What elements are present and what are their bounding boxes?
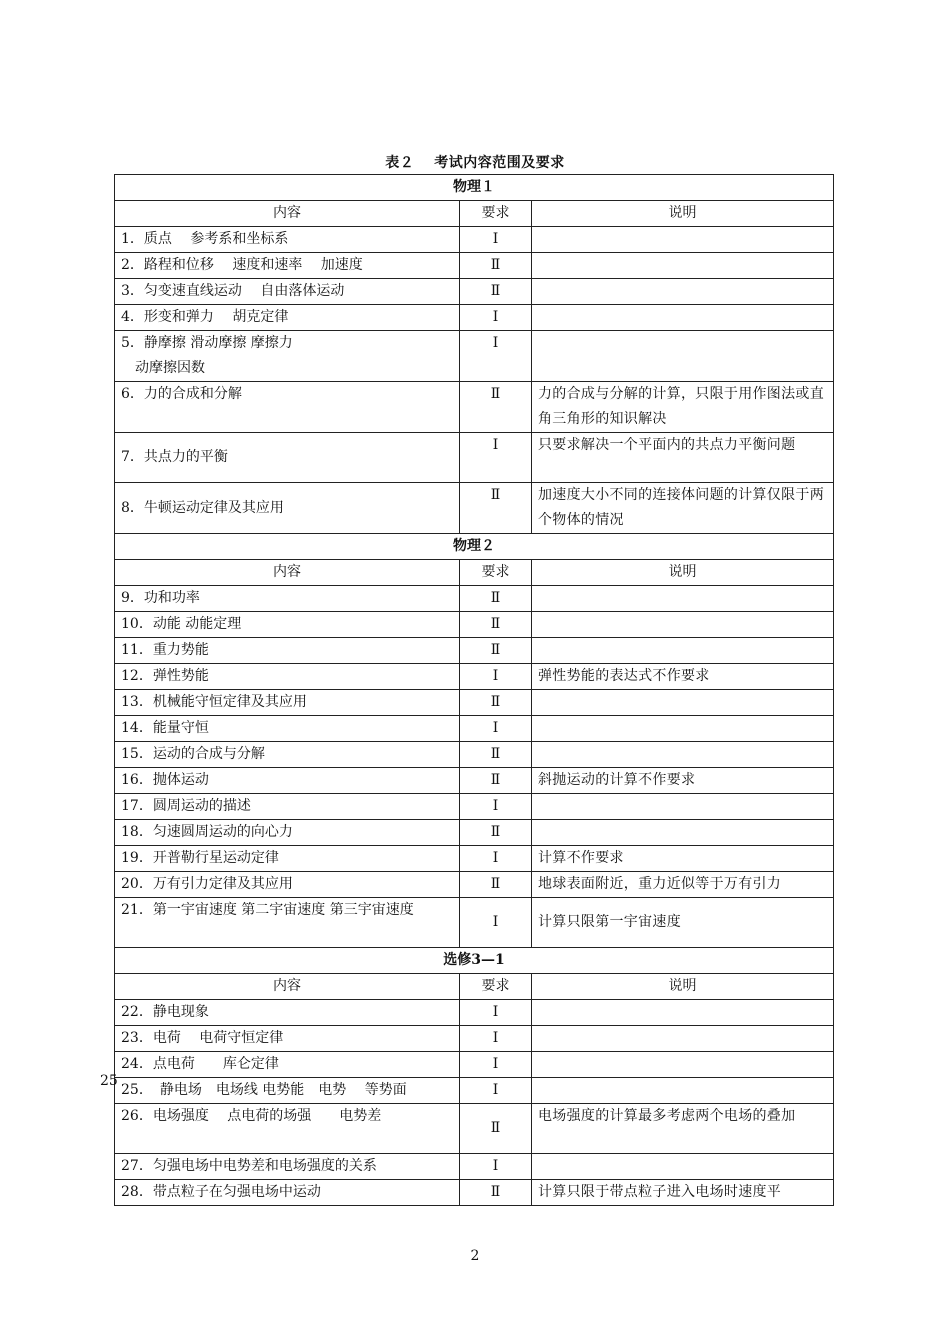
content-cell: 23．电荷 电荷守恒定律 bbox=[115, 1026, 460, 1052]
requirement-cell: Ⅱ bbox=[460, 820, 532, 846]
table-row bbox=[115, 305, 834, 331]
note-cell: 计算只限于带点粒子进入电场时速度平 bbox=[532, 1180, 834, 1206]
note-cell bbox=[532, 1154, 834, 1180]
content-cell: 6．力的合成和分解 bbox=[115, 382, 460, 433]
table-row bbox=[115, 664, 834, 690]
requirement-cell: Ⅰ bbox=[460, 664, 532, 690]
column-header-row bbox=[115, 974, 834, 1000]
requirement-cell: Ⅰ bbox=[460, 1154, 532, 1180]
content-cell: 4．形变和弹力 胡克定律 bbox=[115, 305, 460, 331]
content-cell: 3．匀变速直线运动 自由落体运动 bbox=[115, 279, 460, 305]
content-cell: 24．点电荷 库仑定律 bbox=[115, 1052, 460, 1078]
requirement-cell: Ⅱ bbox=[460, 872, 532, 898]
column-header-row bbox=[115, 201, 834, 227]
content-cell: 7．共点力的平衡 bbox=[115, 433, 460, 483]
table-row bbox=[115, 1026, 834, 1052]
header-requirement: 要求 bbox=[460, 560, 532, 586]
table-row bbox=[115, 1078, 834, 1104]
table-row bbox=[115, 586, 834, 612]
table-row bbox=[115, 1154, 834, 1180]
table-row bbox=[115, 846, 834, 872]
table-row bbox=[115, 612, 834, 638]
header-requirement: 要求 bbox=[460, 974, 532, 1000]
note-cell bbox=[532, 716, 834, 742]
table-row bbox=[115, 227, 834, 253]
header-note: 说明 bbox=[532, 974, 834, 1000]
content-cell: 22．静电现象 bbox=[115, 1000, 460, 1026]
note-cell: 计算只限第一宇宙速度 bbox=[532, 898, 834, 948]
header-content: 内容 bbox=[115, 560, 460, 586]
section-title: 物理１ bbox=[115, 175, 834, 201]
exam-scope-table bbox=[114, 174, 834, 1206]
content-cell: 9．功和功率 bbox=[115, 586, 460, 612]
table-row bbox=[115, 1180, 834, 1206]
requirement-cell: Ⅱ bbox=[460, 382, 532, 433]
content-cell: 27．匀强电场中电势差和电场强度的关系 bbox=[115, 1154, 460, 1180]
requirement-cell: Ⅰ bbox=[460, 794, 532, 820]
note-cell: 力的合成与分解的计算，只限于用作图法或直角三角形的知识解决 bbox=[532, 382, 834, 433]
table-row bbox=[115, 382, 834, 433]
table-row bbox=[115, 483, 834, 534]
requirement-cell: Ⅰ bbox=[460, 1026, 532, 1052]
header-requirement: 要求 bbox=[460, 201, 532, 227]
content-cell: 8．牛顿运动定律及其应用 bbox=[115, 483, 460, 534]
requirement-cell: Ⅰ bbox=[460, 1000, 532, 1026]
note-cell bbox=[532, 1078, 834, 1104]
note-cell bbox=[532, 586, 834, 612]
note-cell: 电场强度的计算最多考虑两个电场的叠加 bbox=[532, 1104, 834, 1154]
note-cell bbox=[532, 612, 834, 638]
header-note: 说明 bbox=[532, 201, 834, 227]
table-caption-label: 表２ bbox=[385, 155, 415, 171]
note-cell bbox=[532, 253, 834, 279]
content-cell: 1．质点 参考系和坐标系 bbox=[115, 227, 460, 253]
note-cell bbox=[532, 820, 834, 846]
content-cell: 11．重力势能 bbox=[115, 638, 460, 664]
table-row bbox=[115, 690, 834, 716]
note-cell bbox=[532, 305, 834, 331]
requirement-cell: Ⅱ bbox=[460, 742, 532, 768]
table-caption-text: 考试内容范围及要求 bbox=[434, 155, 565, 171]
table-row bbox=[115, 742, 834, 768]
content-cell: 5．静摩擦 滑动摩擦 摩擦力 动摩擦因数 bbox=[115, 331, 460, 382]
requirement-cell: Ⅰ bbox=[460, 898, 532, 948]
requirement-cell: Ⅰ bbox=[460, 433, 532, 483]
content-cell: 18．匀速圆周运动的向心力 bbox=[115, 820, 460, 846]
note-cell: 地球表面附近，重力近似等于万有引力 bbox=[532, 872, 834, 898]
requirement-cell: Ⅰ bbox=[460, 1052, 532, 1078]
requirement-cell: Ⅱ bbox=[460, 586, 532, 612]
requirement-cell: Ⅰ bbox=[460, 305, 532, 331]
content-cell: 10．动能 动能定理 bbox=[115, 612, 460, 638]
requirement-cell: Ⅰ bbox=[460, 716, 532, 742]
header-note: 说明 bbox=[532, 560, 834, 586]
content-cell: 16．抛体运动 bbox=[115, 768, 460, 794]
content-cell: 14．能量守恒 bbox=[115, 716, 460, 742]
requirement-cell: Ⅰ bbox=[460, 846, 532, 872]
section-title: 物理２ bbox=[115, 534, 834, 560]
section-header-row bbox=[115, 948, 834, 974]
content-cell: 25． 静电场 电场线 电势能 电势 等势面 bbox=[115, 1078, 460, 1104]
table-row bbox=[115, 820, 834, 846]
requirement-cell: Ⅱ bbox=[460, 768, 532, 794]
section-header-row bbox=[115, 175, 834, 201]
requirement-cell: Ⅰ bbox=[460, 1078, 532, 1104]
requirement-cell: Ⅰ bbox=[460, 227, 532, 253]
requirement-cell: Ⅱ bbox=[460, 612, 532, 638]
section-header-row bbox=[115, 534, 834, 560]
table-row bbox=[115, 1052, 834, 1078]
note-cell bbox=[532, 638, 834, 664]
table-row bbox=[115, 279, 834, 305]
table-row bbox=[115, 1104, 834, 1154]
requirement-cell: Ⅱ bbox=[460, 1180, 532, 1206]
content-cell: 17．圆周运动的描述 bbox=[115, 794, 460, 820]
table-row bbox=[115, 331, 834, 382]
requirement-cell: Ⅱ bbox=[460, 253, 532, 279]
table-row bbox=[115, 638, 834, 664]
content-cell: 28．带点粒子在匀强电场中运动 bbox=[115, 1180, 460, 1206]
note-cell bbox=[532, 742, 834, 768]
note-cell bbox=[532, 279, 834, 305]
content-cell: 2．路程和位移 速度和速率 加速度 bbox=[115, 253, 460, 279]
page-number: 2 bbox=[470, 1248, 480, 1264]
note-cell: 斜抛运动的计算不作要求 bbox=[532, 768, 834, 794]
content-cell: 26．电场强度 点电荷的场强 电势差 bbox=[115, 1104, 460, 1154]
header-content: 内容 bbox=[115, 201, 460, 227]
table-row bbox=[115, 433, 834, 483]
table-row bbox=[115, 794, 834, 820]
content-cell: 19．开普勒行星运动定律 bbox=[115, 846, 460, 872]
requirement-cell: Ⅱ bbox=[460, 483, 532, 534]
requirement-cell: Ⅱ bbox=[460, 1104, 532, 1154]
table-row bbox=[115, 253, 834, 279]
header-content: 内容 bbox=[115, 974, 460, 1000]
note-cell bbox=[532, 1026, 834, 1052]
table-row bbox=[115, 716, 834, 742]
note-cell bbox=[532, 1052, 834, 1078]
content-cell: 21．第一宇宙速度 第二宇宙速度 第三宇宙速度 bbox=[115, 898, 460, 948]
note-cell: 弹性势能的表达式不作要求 bbox=[532, 664, 834, 690]
margin-line-number: 25 bbox=[100, 1073, 118, 1089]
content-cell: 12．弹性势能 bbox=[115, 664, 460, 690]
content-cell: 20．万有引力定律及其应用 bbox=[115, 872, 460, 898]
note-cell bbox=[532, 1000, 834, 1026]
note-cell bbox=[532, 794, 834, 820]
table-row bbox=[115, 898, 834, 948]
note-cell: 计算不作要求 bbox=[532, 846, 834, 872]
note-cell bbox=[532, 227, 834, 253]
table-row bbox=[115, 872, 834, 898]
column-header-row bbox=[115, 560, 834, 586]
requirement-cell: Ⅱ bbox=[460, 638, 532, 664]
content-cell: 13．机械能守恒定律及其应用 bbox=[115, 690, 460, 716]
note-cell bbox=[532, 690, 834, 716]
note-cell: 加速度大小不同的连接体问题的计算仅限于两个物体的情况 bbox=[532, 483, 834, 534]
table-row bbox=[115, 768, 834, 794]
table-row bbox=[115, 1000, 834, 1026]
section-title: 选修3—1 bbox=[115, 948, 834, 974]
note-cell bbox=[532, 331, 834, 382]
note-cell: 只要求解决一个平面内的共点力平衡问题 bbox=[532, 433, 834, 483]
content-cell: 15．运动的合成与分解 bbox=[115, 742, 460, 768]
requirement-cell: Ⅰ bbox=[460, 331, 532, 382]
requirement-cell: Ⅱ bbox=[460, 279, 532, 305]
requirement-cell: Ⅱ bbox=[460, 690, 532, 716]
table-caption bbox=[0, 152, 950, 172]
